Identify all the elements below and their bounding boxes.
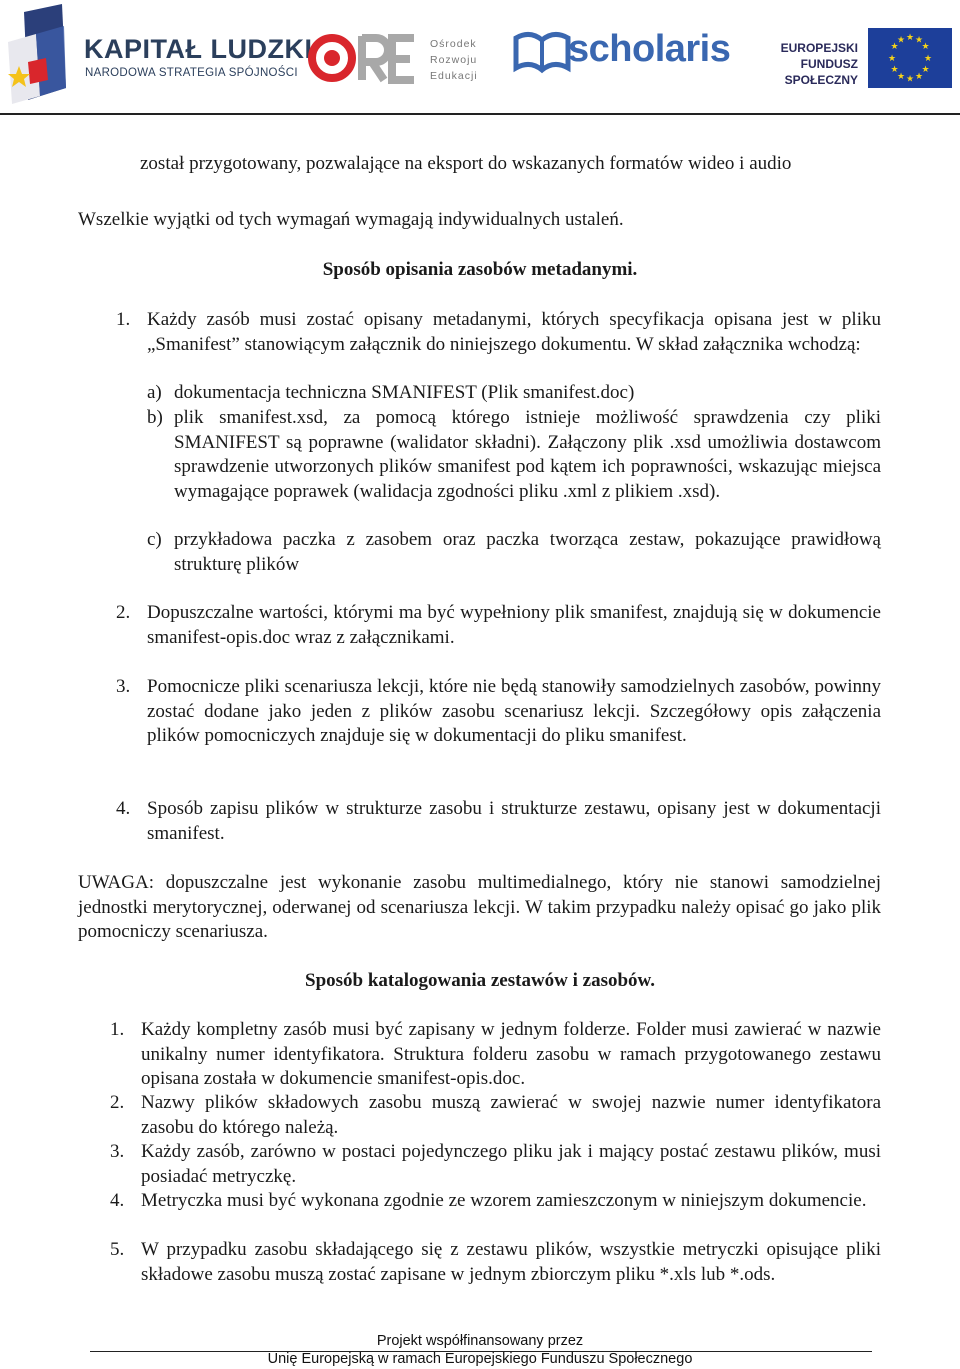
kapital-ludzki-subtitle: NARODOWA STRATEGIA SPÓJNOŚCI [85, 67, 298, 79]
efs-line-1: EUROPEJSKI [780, 41, 858, 55]
list-item-number: 2. [116, 602, 131, 623]
list-item: W przypadku zasobu składającego się z zestawu plików, wszystkie metryczki opisujące pliki składowe zasobu muszą zostać zapisane w jednym zbiorczym pliku *.xls lub *.ods. [141, 1239, 881, 1285]
kapital-ludzki-logo [6, 4, 313, 104]
sub-item-letter: a) [147, 382, 162, 403]
efs-logo [742, 28, 954, 90]
section-heading-metadata: Sposób opisania zasobów metadanymi. [322, 259, 638, 280]
footer-line-2: Unię Europejską w ramach Europejskiego Funduszu Społecznego [267, 1351, 693, 1367]
sub-item-letter: b) [147, 407, 163, 428]
svg-text:★: ★ [887, 54, 897, 64]
ore-mark-icon [308, 30, 418, 86]
svg-text:★: ★ [921, 42, 930, 52]
list-item-number: 4. [116, 798, 131, 819]
list-item-number: 1. [110, 1019, 125, 1040]
page-header [0, 0, 960, 118]
section-heading-catalog: Sposób katalogowania zestawów i zasobów. [305, 970, 655, 991]
list-item: Pomocnicze pliki scenariusza lekcji, które nie będą stanowiły samodzielnych zasobów, powinny zostać dodane jako jeden z plików zasobu scenariusz lekcji. Szczegółowy opis załączenia plików pomocniczych znajduje się w dokumentacji do pliku smanifest. [147, 676, 881, 746]
book-icon [512, 28, 572, 76]
scholaris-logo [512, 26, 731, 78]
efs-line-2: FUNDUSZ SPOŁECZNY [784, 57, 858, 87]
sub-item-letter: c) [147, 529, 162, 550]
list-item-number: 3. [116, 676, 131, 697]
list-item: Sposób zapisu plików w strukturze zasobu i strukturze zestawu, opisany jest w dokumentacji smanifest. [147, 798, 881, 844]
header-divider [0, 113, 960, 115]
list-item: Każdy zasób, zarówno w postaci pojedynczego pliku jak i mający postać zestawu plików, musi posiadać metryczkę. [141, 1141, 881, 1187]
svg-text:★: ★ [914, 35, 924, 46]
list-item-number: 3. [110, 1141, 125, 1162]
svg-text:★: ★ [896, 35, 906, 46]
sub-item: plik smanifest.xsd, za pomocą którego istnieje możliwość sprawdzenia czy pliki SMANIFEST są poprawne (walidator składni). Załączony plik .xsd umożliwia dostawcom sprawdzenie utworzonych plików smanifest pod kątem ich poprawności, wskazując miejsca wymagające poprawek (walidacja zgodności pliku .xml z plikiem .xsd). [174, 407, 881, 502]
svg-text:★: ★ [896, 72, 906, 82]
list-item: Nazwy plików składowych zasobu muszą zawierać w swojej nazwie numer identyfikatora zasobu do którego należą. [141, 1092, 881, 1138]
list-item: Dopuszczalne wartości, którymi ma być wypełniony plik smanifest, znajdują się w dokumencie smanifest-opis.doc wraz z załącznikami. [147, 602, 881, 648]
list-item: Każdy zasób musi zostać opisany metadanymi, których specyfikacja opisana jest w pliku „Smanifest” stanowiącym załącznik do niniejszego dokumentu. W skład załącznika wchodzą: [147, 309, 881, 355]
sub-item: przykładowa paczka z zasobem oraz paczka tworząca zestaw, pokazujące prawidłową strukturę plików [174, 529, 881, 575]
svg-text:★: ★ [905, 33, 915, 43]
svg-text:★: ★ [914, 72, 924, 82]
svg-text:★: ★ [921, 65, 930, 75]
eu-flag-icon [868, 28, 952, 88]
svg-text:★: ★ [890, 42, 899, 52]
note-paragraph: UWAGA: dopuszczalne jest wykonanie zasobu multimedialnego, który nie stanowi samodzielnej jednostki merytorycznej, oderwanej od scenariusza lekcji. W takim przypadku należy opisać go jako plik pomocniczy scenariusza. [78, 872, 881, 942]
kapital-ludzki-flag-icon [6, 4, 70, 104]
list-item-number: 2. [110, 1092, 125, 1113]
list-item: Każdy kompletny zasób musi być zapisany w jednym folderze. Folder musi zawierać w nazwie unikalny numer identyfikatora. Struktura folderu zasobu w ramach przygotowanego zestawu opisana została w dokumencie smanifest-opis.doc. [141, 1019, 881, 1089]
list-item-number: 1. [116, 309, 131, 330]
kapital-ludzki-name: KAPITAŁ LUDZKI [84, 34, 313, 64]
ore-logo [308, 30, 498, 86]
intro-line: został przygotowany, pozwalające na eksport do wskazanych formatów wideo i audio [140, 153, 792, 174]
footer-line-1: Projekt współfinansowany przez [376, 1333, 584, 1349]
exceptions-line: Wszelkie wyjątki od tych wymagań wymagają indywidualnych ustaleń. [78, 209, 624, 230]
ore-line-1: Ośrodek [430, 38, 477, 50]
scholaris-name: scholaris [568, 28, 731, 70]
ore-line-2: Rozwoju [430, 54, 478, 66]
efs-name [742, 40, 858, 88]
list-item: Metryczka musi być wykonana zgodnie ze wzorem zamieszczonym w niniejszym dokumencie. [141, 1190, 867, 1211]
svg-text:★: ★ [890, 65, 899, 75]
sub-item: dokumentacja techniczna SMANIFEST (Plik smanifest.doc) [174, 382, 635, 403]
ore-line-3: Edukacji [430, 70, 478, 82]
ore-name [430, 36, 478, 84]
list-item-number: 4. [110, 1190, 125, 1211]
list-item-number: 5. [110, 1239, 125, 1260]
svg-text:★: ★ [923, 54, 933, 64]
svg-text:★: ★ [905, 74, 915, 85]
